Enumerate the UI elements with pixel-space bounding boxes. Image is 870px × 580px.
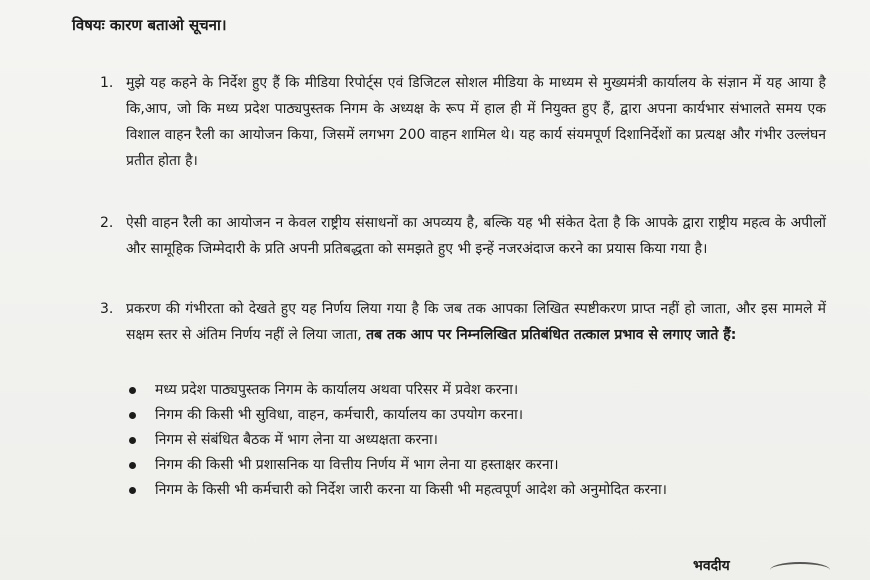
restrictions-list xyxy=(125,378,815,503)
paragraph-number: 3. xyxy=(100,301,114,317)
list-item-text: निगम से संबंधित बैठक में भाग लेना या अध्यक्षता करना। xyxy=(155,432,438,448)
paragraph-text: ऐसी वाहन रैली का आयोजन न केवल राष्ट्रीय संसाधनों का अपव्यय है, बल्कि यह भी संकेत देता है कि आपके द्वारा राष्ट्रीय महत्व के अपीलों और सामूहिक जिम्मेदारी के प्रति अपनी प्रतिबद्धता को समझते हुए भी इन्हें नजरअंदाज करने का प्रयास किया गया है। xyxy=(126,215,826,257)
list-item-text: मध्य प्रदेश पाठ्यपुस्तक निगम के कार्यालय अथवा परिसर में प्रवेश करना। xyxy=(155,382,519,398)
paragraph-text: प्रकरण की गंभीरता को देखते हुए यह निर्णय लिया गया है कि जब तक आपका लिखित स्पष्टीकरण प्राप्त नहीं हो जाता, और इस मामले में सक्षम स्तर से अंतिम निर्णय नहीं ले लिया जाता, xyxy=(126,301,826,343)
list-item xyxy=(125,403,815,428)
paragraph-text-wrapper xyxy=(126,296,826,348)
list-item-text: निगम की किसी भी सुविधा, वाहन, कर्मचारी, कार्यालय का उपयोग करना। xyxy=(155,407,524,423)
bullet-icon xyxy=(129,437,136,444)
list-item xyxy=(125,478,815,503)
list-item-text: निगम की किसी भी प्रशासनिक या वित्तीय निर्णय में भाग लेना या हस्ताक्षर करना। xyxy=(155,457,559,473)
paragraph-text: मुझे यह कहने के निर्देश हुए हैं कि मीडिया रिपोर्ट्स एवं डिजिटल सोशल मीडिया के माध्यम से मुख्यमंत्री कार्यालय के संज्ञान में यह आया है कि,आप, जो कि मध्य प्रदेश पाठ्यपुस्तक निगम के अध्यक्ष के रूप में हाल ही में नियुक्त हुए हैं, द्वारा अपना कार्यभार संभालते समय एक विशाल वाहन रैली का आयोजन किया, जिसमें लगभग 200 वाहन शामिल थे। यह कार्य संयमपूर्ण दिशानिर्देशों का प्रत्यक्ष और गंभीर उल्लंघन प्रतीत होता है। xyxy=(126,75,826,169)
paragraph-1 xyxy=(100,70,826,210)
bullet-icon xyxy=(129,487,136,494)
paragraph-3 xyxy=(100,296,826,376)
paragraph-number: 1. xyxy=(100,75,114,91)
bullet-icon xyxy=(129,462,136,469)
signoff-text: भवदीय xyxy=(693,558,730,574)
list-item xyxy=(125,378,815,403)
list-item xyxy=(125,453,815,478)
paragraph-number: 2. xyxy=(100,215,114,231)
paragraph-bold-text: तब तक आप पर निम्नलिखित प्रतिबंधित तत्काल प्रभाव से लगाए जाते हैं: xyxy=(366,327,737,343)
paragraph-2 xyxy=(100,210,826,292)
list-item xyxy=(125,428,815,453)
subject-line: विषयः कारण बताओ सूचना। xyxy=(72,16,227,34)
signature-mark xyxy=(770,562,830,578)
bullet-icon xyxy=(129,412,136,419)
list-item-text: निगम के किसी भी कर्मचारी को निर्देश जारी करना या किसी भी महत्वपूर्ण आदेश को अनुमोदित करना। xyxy=(155,482,667,498)
bullet-icon xyxy=(129,387,136,394)
